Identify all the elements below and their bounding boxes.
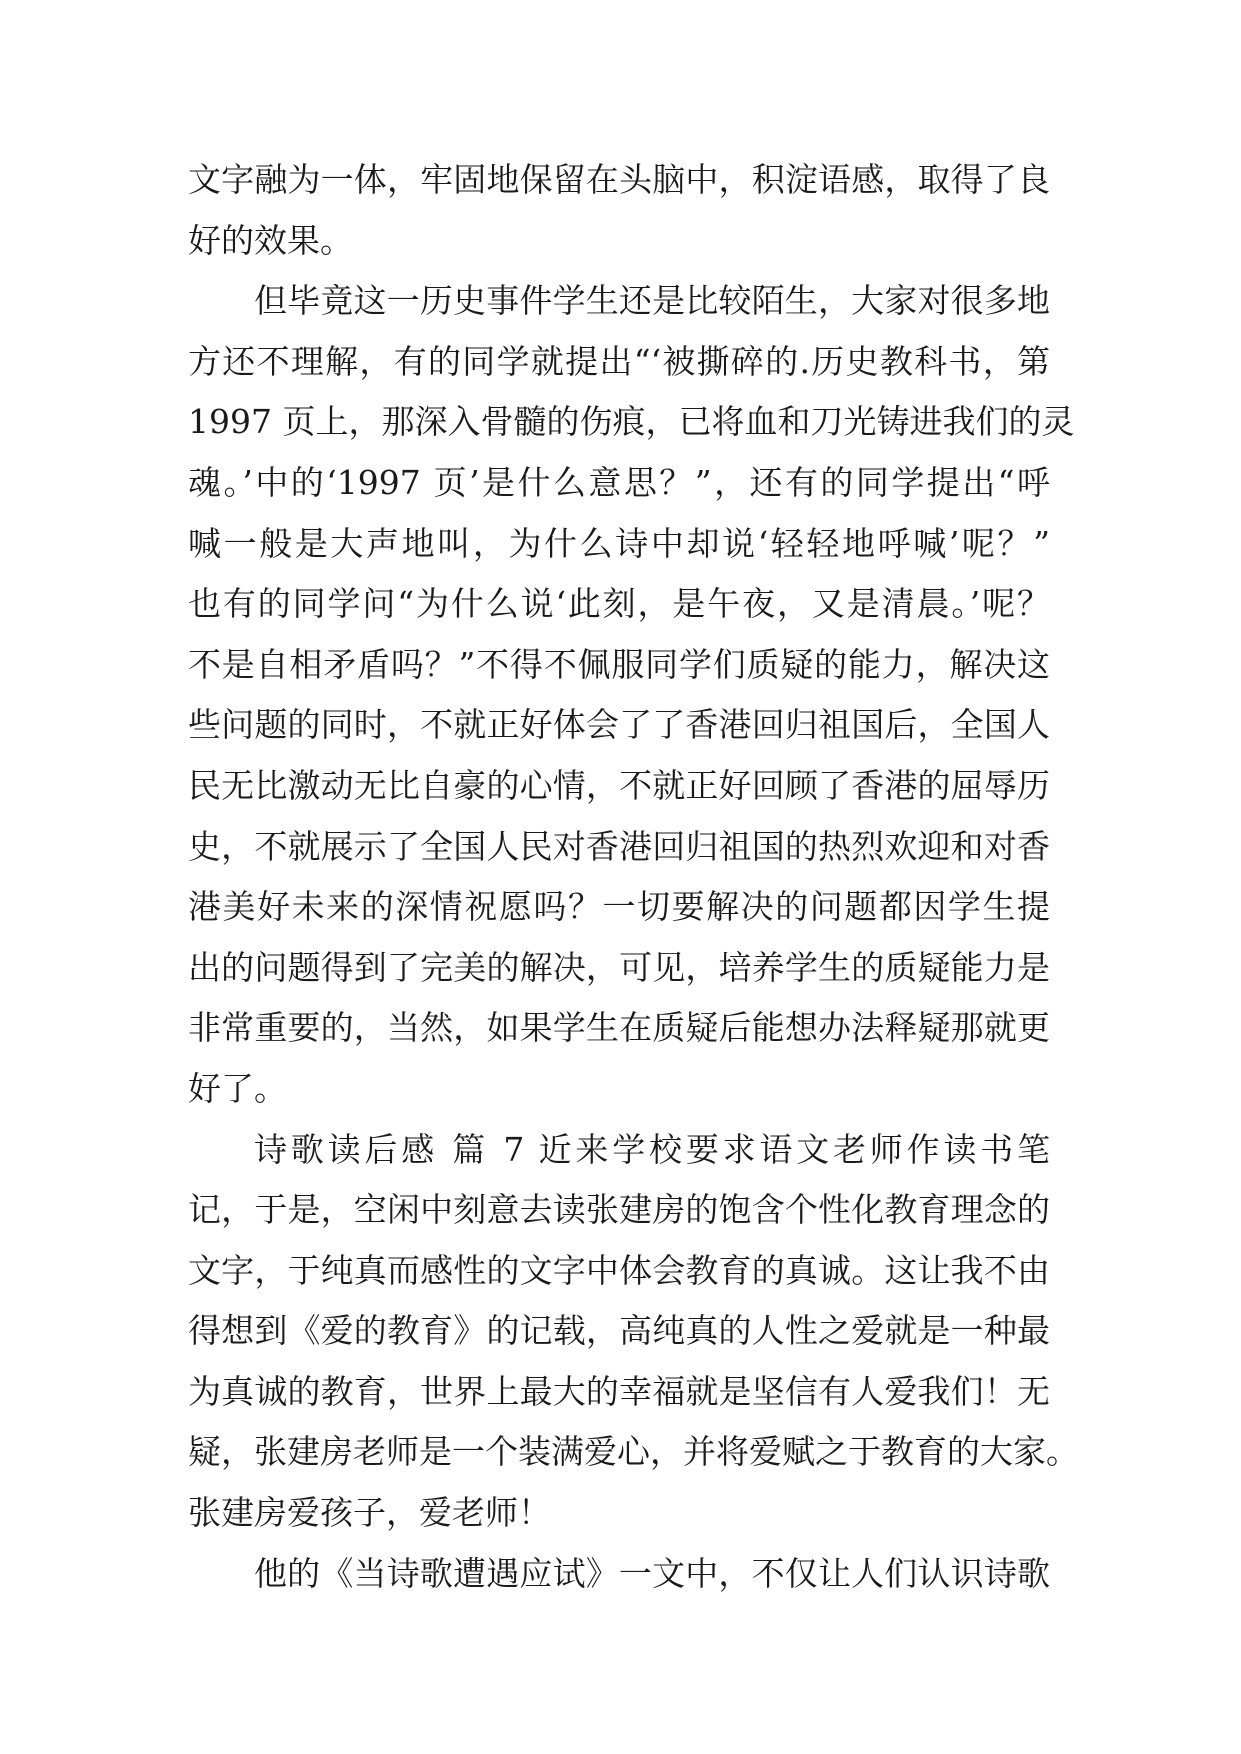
- text-line: 非常重要的，当然，如果学生在质疑后能想办法释疑那就更: [188, 1008, 1050, 1048]
- text-line: 记，于是，空闲中刻意去读张建房的饱含个性化教育理念的: [188, 1190, 1050, 1230]
- text-line: 民无比激动无比自豪的心情，不就正好回顾了香港的屈辱历: [188, 765, 1050, 805]
- text-line: 1997 页上，那深入骨髓的伤痕，已将血和刀光铸进我们的灵: [188, 402, 1075, 442]
- text-line: 魂。’中的‘1997 页’是什么意思？”，还有的同学提出“呼: [188, 462, 1050, 502]
- text-line: 文字，于纯真而感性的文字中体会教育的真诚。这让我不由: [188, 1250, 1050, 1290]
- text-line: 也有的同学问“为什么说‘此刻，是午夜，又是清晨。’呢？: [188, 584, 1050, 624]
- text-line: 文字融为一体，牢固地保留在头脑中，积淀语感，取得了良: [188, 160, 1050, 199]
- section-heading-line: 诗歌读后感 篇 7 近来学校要求语文老师作读书笔: [254, 1129, 1050, 1169]
- text-line: 方还不理解，有的同学就提出“‘被撕碎的.历史教科书，第: [188, 341, 1050, 381]
- text-line: 得想到《爱的教育》的记载，高纯真的人性之爱就是一种最: [188, 1311, 1050, 1351]
- text-line: 疑，张建房老师是一个装满爱心，并将爱赋之于教育的大家。: [188, 1432, 1079, 1472]
- paragraph-start-line: 但毕竟这一历史事件学生还是比较陌生，大家对很多地: [254, 281, 1050, 321]
- text-line: 为真诚的教育，世界上最大的幸福就是坚信有人爱我们！无: [188, 1371, 1050, 1411]
- text-line: 张建房爱孩子，爱老师！: [188, 1493, 551, 1533]
- text-line: 史，不就展示了全国人民对香港回归祖国的热烈欢迎和对香: [188, 826, 1050, 866]
- text-line: 出的问题得到了完美的解决，可见，培养学生的质疑能力是: [188, 947, 1050, 987]
- text-line: 喊一般是大声地叫，为什么诗中却说‘轻轻地呼喊’呢？”: [188, 523, 1050, 563]
- text-line: 港美好未来的深情祝愿吗？一切要解决的问题都因学生提: [188, 887, 1050, 927]
- text-line: 好了。: [188, 1068, 287, 1108]
- body-text: [188, 150, 1079, 1604]
- text-line: 些问题的同时，不就正好体会了了香港回归祖国后，全国人: [188, 705, 1050, 745]
- text-line: 不是自相矛盾吗？”不得不佩服同学们质疑的能力，解决这: [188, 644, 1050, 684]
- paragraph-start-line: 他的《当诗歌遭遇应试》一文中，不仅让人们认识诗歌: [254, 1553, 1050, 1593]
- text-line: 好的效果。: [188, 220, 353, 260]
